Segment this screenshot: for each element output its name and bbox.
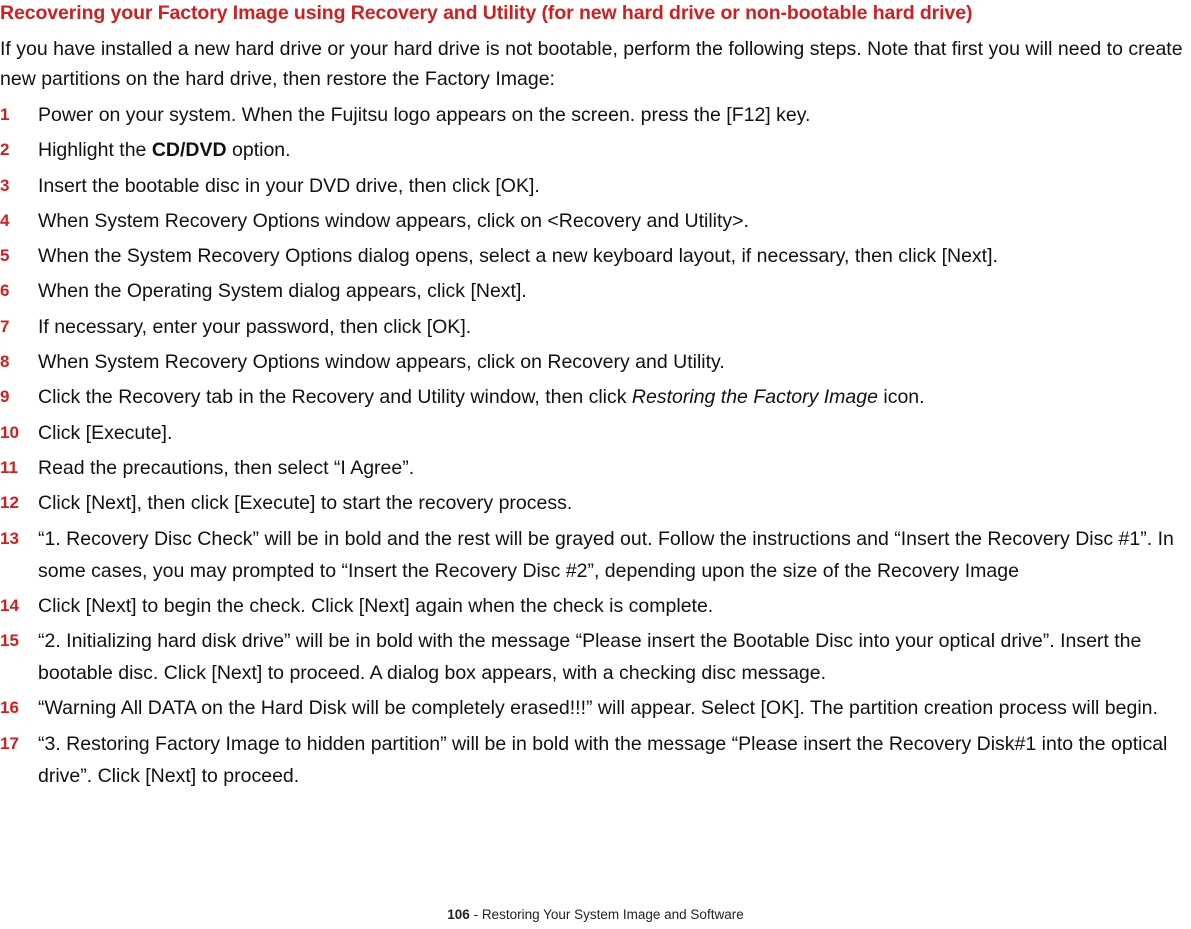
step-number: 17 [0,733,19,753]
step-number: 4 [0,210,10,230]
step-number: 16 [0,698,19,718]
page-number: 106 [447,907,470,922]
step-text: “1. Recovery Disc Check” will be in bold and the rest will be grayed out. Follow the instructions and “Insert the Recovery Disc #1”. In some cases, you may prompted to “Insert the Recovery Disc #2”, depending upon the size of the Recovery Image [38,527,1174,582]
step-number: 13 [0,528,19,548]
step-text: Read the precautions, then select “I Agree”. [38,456,415,479]
step-17 [0,728,1191,792]
step-number: 9 [0,387,10,407]
step-text: “3. Restoring Factory Image to hidden partition” will be in bold with the message “Please insert the Recovery Disk#1 into the optical drive”. Click [Next] to proceed. [38,732,1168,787]
footer-section-title: Restoring Your System Image and Software [481,907,744,922]
step-number: 1 [0,105,10,124]
intro-paragraph: If you have installed a new hard drive or your hard drive is not bootable, perform the following steps. Note that first you will need to create new partitions on the hard drive, then restore the Factory Image: [0,38,1183,90]
step-3 [0,170,1191,202]
step-text-bold: CD/DVD [151,139,227,162]
section-heading: Recovering your Factory Image using Recovery and Utility (for new hard drive or non-bootable hard drive) [0,2,973,24]
page-footer [0,907,1191,922]
step-text: When the System Recovery Options dialog opens, select a new keyboard layout, if necessary, then click [Next]. [38,245,998,268]
step-6 [0,275,1191,307]
step-text-post: icon. [877,386,925,409]
step-7 [0,311,1191,343]
step-13 [0,523,1191,587]
step-number: 11 [0,457,18,477]
step-1 [0,99,1191,131]
step-text: “Warning All DATA on the Hard Disk will be completely erased!!!” will appear. Select [OK]. The partition creation process will begin. [38,697,1158,720]
step-4 [0,205,1191,237]
step-5 [0,240,1191,272]
step-text: “2. Initializing hard disk drive” will be in bold with the message “Please insert the Bootable Disc into your optical drive”. Insert the bootable disc. Click [Next] to proceed. A dialog box appears, with a checking disc message. [38,630,1142,685]
step-number: 8 [0,352,10,372]
step-text: Power on your system. When the Fujitsu logo appears on the screen. press the [F12] key. [38,104,811,126]
step-text-pre: Click the Recovery tab in the Recovery and Utility window, then click [38,386,632,409]
step-text-pre: Highlight the [38,139,152,162]
step-number: 14 [0,595,19,615]
step-text: When System Recovery Options window appears, click on Recovery and Utility. [38,351,725,374]
step-16 [0,692,1191,724]
step-text: Click [Next] to begin the check. Click [Next] again when the check is complete. [38,594,714,617]
step-8 [0,346,1191,378]
footer-separator: - [469,907,482,922]
step-text: Insert the bootable disc in your DVD drive, then click [OK]. [38,174,540,197]
step-number: 12 [0,493,19,513]
step-number: 3 [0,175,10,195]
step-2 [0,134,1191,166]
step-number: 5 [0,246,10,266]
step-number: 7 [0,316,10,336]
step-text: If necessary, enter your password, then click [OK]. [38,315,472,338]
step-text: Click [Execute]. [38,421,173,444]
step-number: 15 [0,631,19,651]
step-12 [0,487,1191,519]
step-text: Click [Next], then click [Execute] to start the recovery process. [38,492,573,515]
step-text: When System Recovery Options window appears, click on <Recovery and Utility>. [38,209,749,232]
step-text-post: option. [226,139,291,162]
step-11 [0,452,1191,484]
step-number: 10 [0,422,19,442]
step-number: 6 [0,281,10,301]
step-number: 2 [0,140,10,160]
step-15 [0,625,1191,689]
step-10 [0,417,1191,449]
step-14 [0,590,1191,622]
step-text-italic: Restoring the Factory Image [631,386,878,409]
step-9 [0,381,1191,413]
step-text: When the Operating System dialog appears, click [Next]. [38,280,527,303]
steps-list [0,99,1191,795]
